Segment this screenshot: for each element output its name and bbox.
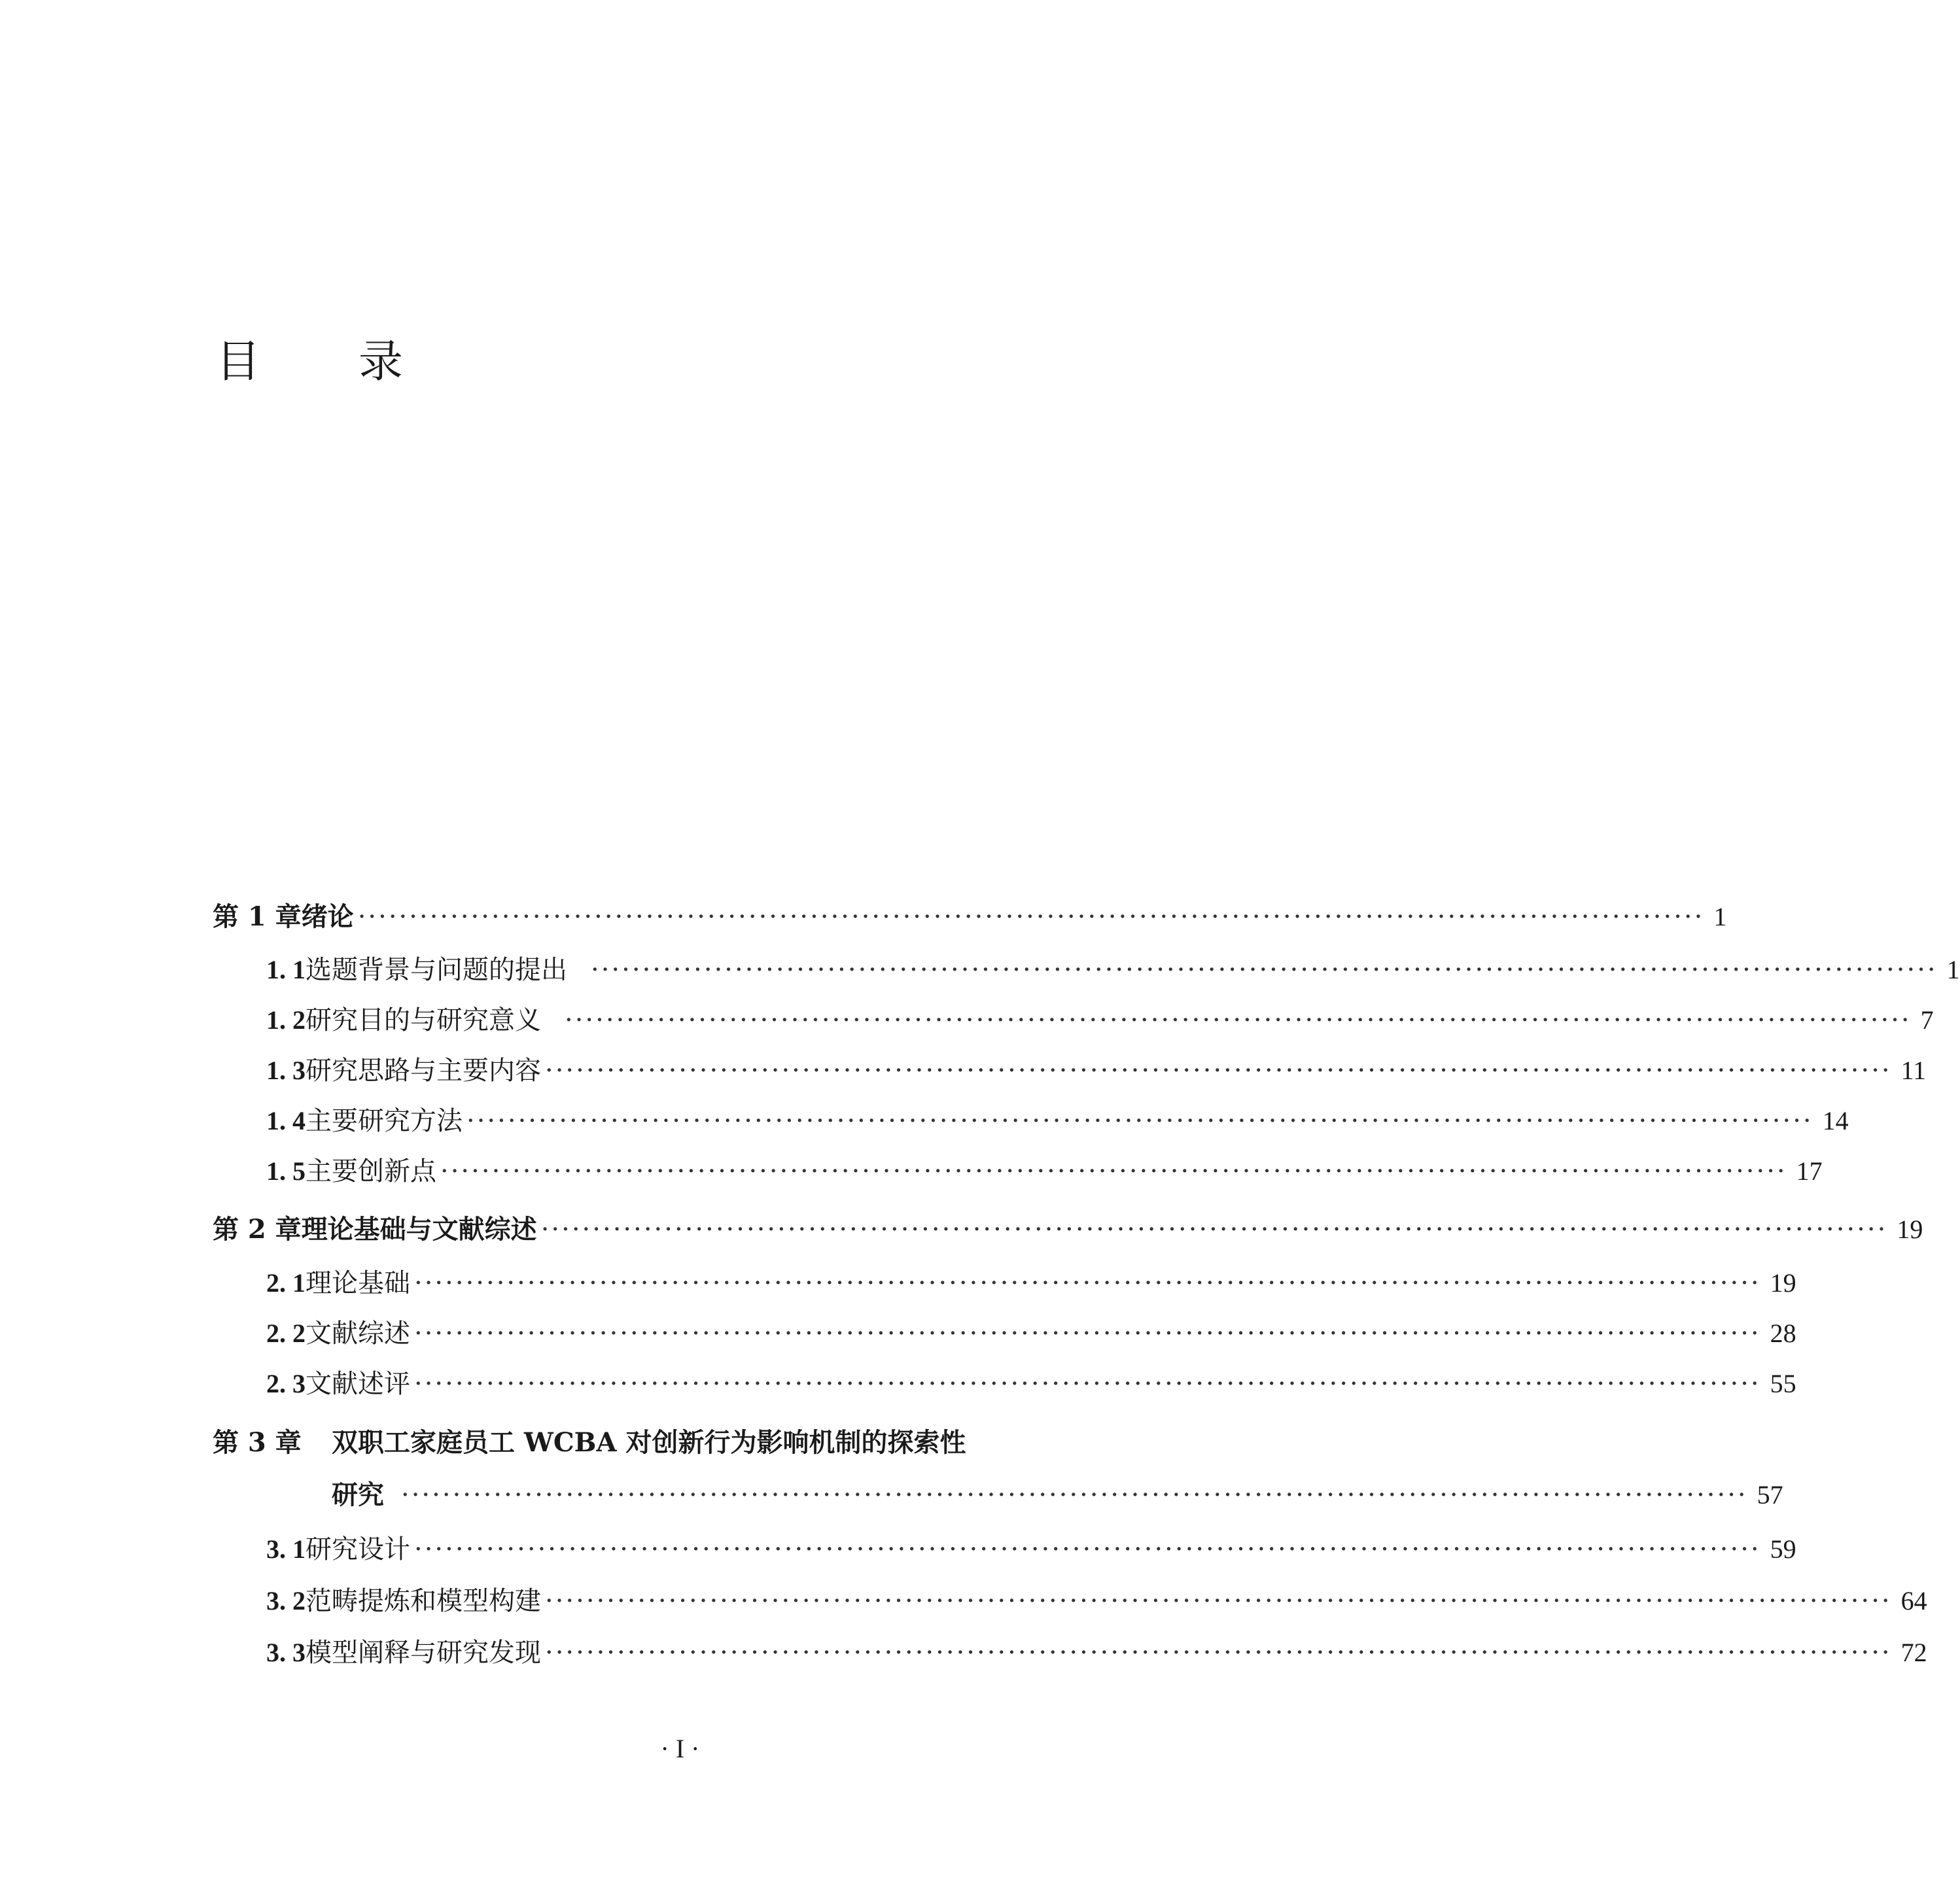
section-title: 文献综述 <box>306 1319 410 1349</box>
page-number: 57 <box>1757 1480 1783 1510</box>
toc-section-1-4[interactable] <box>266 1106 1849 1136</box>
section-label: 2. 1 <box>266 1268 306 1298</box>
chapter-title-continued: 研究 <box>332 1479 384 1510</box>
dot-leader: ··································································································································· <box>565 1005 1912 1035</box>
dot-leader: ··································································································································· <box>545 1586 1892 1616</box>
chapter-label: 第 2 章 <box>213 1214 302 1245</box>
page-number: 7 <box>1920 1005 1934 1035</box>
page-number: 19 <box>1897 1215 1923 1244</box>
dot-leader: ··································································································································· <box>414 1369 1761 1399</box>
toc-section-1-3[interactable] <box>266 1056 1927 1086</box>
section-label: 1. 5 <box>266 1156 306 1186</box>
page-number: 72 <box>1900 1638 1927 1667</box>
chapter-label: 第 3 章 <box>213 1427 302 1458</box>
section-label: 2. 2 <box>266 1319 306 1348</box>
page-number: 1 <box>1713 902 1727 931</box>
toc-section-1-5[interactable] <box>266 1156 1823 1186</box>
toc-section-2-3[interactable] <box>266 1369 1796 1399</box>
section-label: 1. 1 <box>266 955 306 984</box>
toc-section-1-2[interactable] <box>266 1005 1934 1035</box>
title-char-1: 目 <box>216 336 261 388</box>
page-number: 59 <box>1770 1534 1796 1564</box>
dot-leader: ··································································································································· <box>357 902 1705 932</box>
dot-leader: ··································································································································· <box>414 1268 1761 1298</box>
section-label: 3. 3 <box>266 1638 306 1667</box>
section-label: 3. 2 <box>266 1586 306 1615</box>
page-number: 64 <box>1900 1586 1927 1615</box>
toc-section-3-3[interactable] <box>266 1638 1927 1668</box>
chapter-title: 双职工家庭员工 WCBA 对创新行为影响机制的探索性 <box>332 1427 966 1458</box>
toc-section-2-2[interactable] <box>266 1319 1796 1349</box>
section-label: 2. 3 <box>266 1369 306 1398</box>
toc-chapter-1[interactable] <box>213 901 1727 932</box>
section-label: 1. 4 <box>266 1106 306 1135</box>
section-title: 主要创新点 <box>306 1156 436 1186</box>
dot-leader: ··································································································································· <box>540 1215 1888 1245</box>
section-title: 选题背景与问题的提出 <box>306 955 567 985</box>
dot-leader: ··································································································································· <box>545 1056 1892 1086</box>
page-folio: · I · <box>660 1734 700 1763</box>
section-title: 研究设计 <box>306 1534 410 1564</box>
toc-section-3-1[interactable] <box>266 1534 1796 1564</box>
title-char-2: 录 <box>359 336 404 388</box>
page-title <box>216 336 404 388</box>
section-title: 理论基础 <box>306 1268 410 1298</box>
page-number: 19 <box>1770 1268 1796 1298</box>
page-number: 55 <box>1770 1369 1796 1398</box>
page-number: 1 <box>1946 955 1960 984</box>
dot-leader: ··································································································································· <box>466 1106 1813 1136</box>
chapter-label: 第 1 章 <box>213 901 302 932</box>
section-label: 1. 3 <box>266 1056 306 1085</box>
section-title: 研究目的与研究意义 <box>306 1005 541 1035</box>
page-number: 11 <box>1900 1056 1927 1085</box>
chapter-title: 绪论 <box>301 901 354 932</box>
toc-chapter-3[interactable] <box>332 1479 1783 1510</box>
section-title: 主要研究方法 <box>306 1106 463 1136</box>
section-title: 研究思路与主要内容 <box>306 1056 541 1086</box>
section-title: 模型阐释与研究发现 <box>306 1638 541 1668</box>
page-number: 14 <box>1822 1106 1849 1135</box>
section-title: 范畴提炼和模型构建 <box>306 1586 541 1616</box>
page-number: 28 <box>1770 1319 1796 1348</box>
chapter-title: 理论基础与文献综述 <box>301 1214 537 1245</box>
toc-chapter-2[interactable] <box>213 1214 1923 1245</box>
dot-leader: ··································································································································· <box>545 1638 1892 1668</box>
dot-leader: ··································································································································· <box>401 1480 1748 1510</box>
section-title: 文献述评 <box>306 1369 410 1399</box>
toc-chapter-3-title-line1[interactable] <box>213 1427 966 1458</box>
page-number: 17 <box>1796 1156 1823 1186</box>
dot-leader: ··································································································································· <box>414 1534 1761 1564</box>
toc-section-3-2[interactable] <box>266 1586 1927 1616</box>
dot-leader: ··································································································································· <box>440 1156 1787 1186</box>
section-label: 1. 2 <box>266 1005 306 1035</box>
section-label: 3. 1 <box>266 1534 306 1564</box>
toc-section-2-1[interactable] <box>266 1268 1796 1298</box>
toc-section-1-1[interactable] <box>266 955 1960 985</box>
dot-leader: ··································································································································· <box>591 955 1938 985</box>
dot-leader: ··································································································································· <box>414 1319 1761 1349</box>
